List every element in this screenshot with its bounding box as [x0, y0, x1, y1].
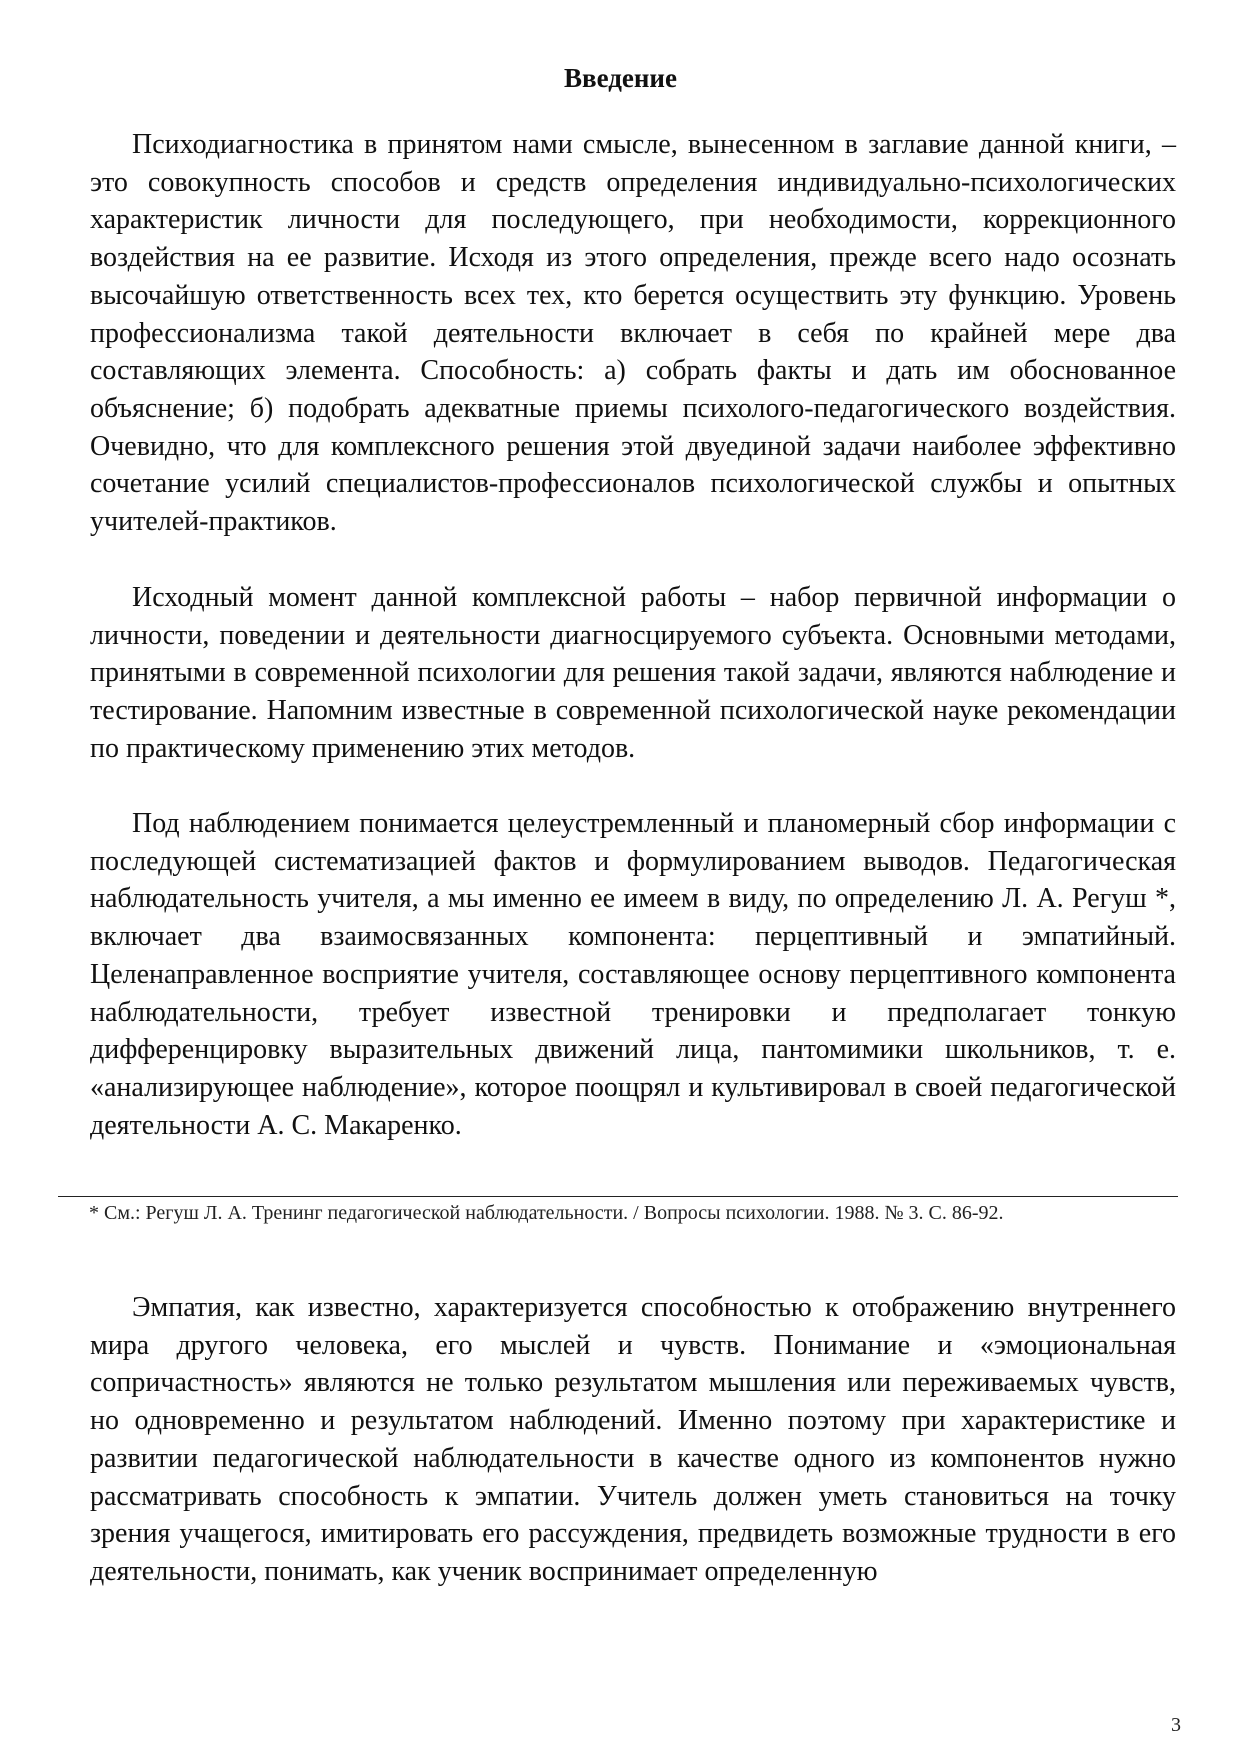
footnote-divider [58, 1196, 1178, 1197]
paragraph-psychodiagnostics: Психодиагностика в принятом нами смысле, вынесенном в заглавие данной книги, – это совокупность способов и средств определения индивидуально-психологических характеристик личности для последующего, при необходимости, коррекционного воздействия на ее развитие. Исходя из этого определения, прежде всего надо осознать высочайшую ответственность всех тех, кто берется осуществить эту функцию. Уровень профессионализма такой деятельности включает в себя по крайней мере два составляющих элемента. Способность: а) собрать факты и дать им обоснованное объяснение; б) подобрать адекватные приемы психолого-педагогического воздействия. Очевидно, что для комплексного решения этой двуединой задачи наиболее эффективно сочетание усилий специалистов-профессионалов психологической службы и опытных учителей-практиков. [90, 129, 1176, 538]
paragraph-observation: Под наблюдением понимается целеустремленный и планомерный сбор информации с последующей систематизацией фактов и формулированием выводов. Педагогическая наблюдательность учителя, а мы именно ее имеем в виду, по определению Л. А. Регуш *, включает два взаимосвязанных компонента: перцептивный и эмпатийный. Целенаправленное восприятие учителя, составляющее основу перцептивного компонента наблюдательности, требует известной тренировки и предполагает тонкую дифференцировку выразительных движений лица, пантомимики школьников, т. е. «анализирующее наблюдение», которое поощрял и культивировал в своей педагогической деятельности А. С. Макаренко. [90, 808, 1176, 1141]
paragraph-initial-moment: Исходный момент данной комплексной работы – набор первичной информации о личности, поведении и деятельности диагносцируемого субъекта. Основными методами, принятыми в современной психологии для решения такой задачи, являются наблюдение и тестирование. Напомним известные в современной психологической науке рекомендации по практическому применению этих методов. [90, 582, 1176, 764]
paragraph-empathy: Эмпатия, как известно, характеризуется способностью к отображению внутреннего мира другого человека, его мыслей и чувств. Понимание и «эмоциональная сопричастность» являются не только результатом мышления или переживаемых чувств, но одновременно и результатом наблюдений. Именно поэтому при характеристике и развитии педагогической наблюдательности в качестве одного из компонентов нужно рассматривать способность к эмпатии. Учитель должен уметь становиться на точку зрения учащегося, имитировать его рассуждения, предвидеть возможные трудности в его деятельности, понимать, как ученик воспринимает определенную [90, 1292, 1176, 1587]
footnote: * См.: Регуш Л. А. Тренинг педагогической наблюдательности. / Вопросы психологии. 1988. № 3. С. 86-92. [89, 1202, 1004, 1224]
page-number: 3 [1171, 1714, 1181, 1736]
page-title: Введение [564, 63, 677, 93]
